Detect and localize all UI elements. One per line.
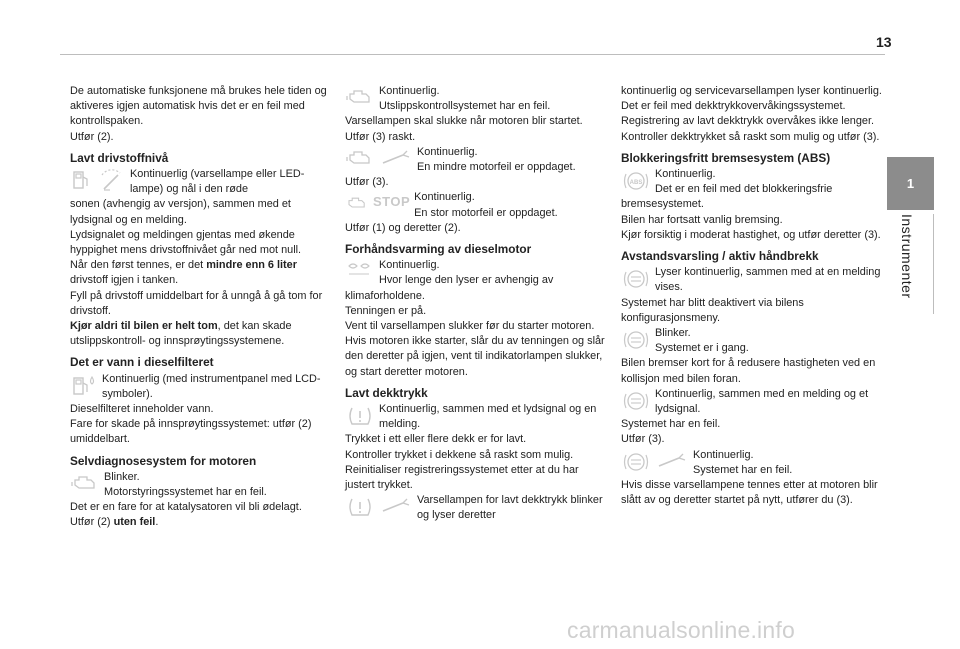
fuel-paragraph-5 bbox=[70, 319, 332, 349]
preheat-text-2: Hvor lenge den lyser er avhengig av bbox=[379, 274, 554, 287]
page-number: 13 bbox=[876, 34, 892, 50]
wrench-icon bbox=[655, 450, 689, 472]
tyre-paragraph-1: Trykket i ett eller flere dekk er for lavt. bbox=[345, 433, 527, 446]
diag-icon-text-2: Motorstyringssystemet har en feil. bbox=[104, 486, 267, 499]
abs-paragraph-1: bremsesystemet. bbox=[621, 198, 704, 211]
minor-text-1: Kontinuerlig. bbox=[417, 145, 478, 158]
fuel-paragraph-2: Lydsignalet og meldingen gjentas med økende hyppighet mens drivstoffnivået går ned mot null. bbox=[70, 228, 302, 257]
diag-paragraph-2 bbox=[70, 515, 332, 530]
column-2 bbox=[345, 84, 607, 524]
distance-text-4b: Systemet har en feil. bbox=[693, 463, 793, 476]
diag-p2-c: . bbox=[155, 516, 159, 529]
tyre-cont-paragraph-3: Kontroller dekktrykket så raskt som mulig og utfør (3). bbox=[621, 130, 880, 143]
tyre-paragraph-2: Kontroller trykket i dekkene så raskt som mulig. bbox=[345, 448, 574, 461]
tyre-heading: Lavt dekktrykk bbox=[345, 385, 428, 400]
distance-text-4 bbox=[693, 448, 883, 478]
fuel-pump-icon bbox=[70, 169, 92, 191]
intro-action: Utfør (2). bbox=[70, 130, 114, 143]
major-fault-text bbox=[414, 190, 607, 220]
diag-icon-text bbox=[104, 470, 332, 500]
chapter-tab[interactable]: 1 bbox=[887, 157, 934, 210]
tyre-cont-paragraph-2: Det er feil med dekktrykkovervåkingssystemet. Registrering av lavt dekktrykk overvåkes ikke lenger. bbox=[621, 100, 875, 128]
distance-row-2 bbox=[621, 326, 883, 356]
tyre-pressure-icon bbox=[345, 404, 375, 428]
engine-icon bbox=[70, 472, 100, 494]
distance-paragraph-1: Systemet har blitt deaktivert via bilens konfigurasjonsmeny. bbox=[621, 296, 804, 324]
abs-text bbox=[655, 167, 883, 197]
major-paragraph: Utfør (1) og deretter (2). bbox=[345, 221, 461, 234]
emission-warning-row bbox=[345, 84, 607, 114]
fuel-p3-bold: mindre enn 6 liter bbox=[206, 259, 297, 272]
fuel-paragraph-4: Fyll på drivstoff umiddelbart for å unngå å gå tom for drivstoff. bbox=[70, 289, 323, 317]
diag-warning-row bbox=[70, 470, 332, 500]
water-paragraph-1: Dieselfilteret inneholder vann. bbox=[70, 403, 214, 416]
stop-icon: STOP bbox=[373, 194, 411, 210]
water-paragraph-2: Fare for skade på innsprøytingssystemet: utfør (2) umiddelbart. bbox=[70, 418, 312, 446]
fuel-p3-a: Når den først tennes, er det bbox=[70, 259, 207, 272]
abs-text-2: Det er en feil med det blokkeringsfrie bbox=[655, 183, 833, 196]
preheat-heading: Forhåndsvarming av dieselmotor bbox=[345, 242, 532, 257]
chapter-rule bbox=[933, 214, 934, 314]
fuel-icon-text: Kontinuerlig (varsellampe eller LED-lampe) og nål i den røde bbox=[130, 168, 305, 196]
minor-fault-text bbox=[417, 145, 607, 175]
engine-icon bbox=[345, 192, 369, 214]
distance-text-1: Lyser kontinuerlig, sammen med at en melding vises. bbox=[655, 266, 881, 294]
distance-alert-icon bbox=[621, 328, 651, 352]
preheat-paragraph-2: Tenningen er på. bbox=[345, 304, 427, 317]
distance-row-1 bbox=[621, 265, 883, 295]
emission-text-1: Kontinuerlig. bbox=[379, 85, 440, 97]
diag-p2-bold: uten feil bbox=[113, 516, 156, 529]
minor-text-2: En mindre motorfeil er oppdaget. bbox=[417, 161, 576, 174]
minor-paragraph: Utfør (3). bbox=[345, 176, 389, 189]
distance-alert-icon bbox=[621, 267, 651, 291]
distance-paragraph-2: Bilen bremser kort for å redusere hastigheten ved en kollisjon med bilen foran. bbox=[621, 357, 876, 385]
abs-row bbox=[621, 167, 883, 197]
distance-text-3: Kontinuerlig, sammen med en melding og et lydsignal. bbox=[655, 387, 869, 416]
fuel-warning-row bbox=[70, 167, 332, 197]
diag-paragraph-1: Det er en fare for at katalysatoren vil bli ødelagt. bbox=[70, 501, 302, 514]
fuel-paragraph-1: sonen (avhengig av versjon), sammen med et lydsignal og en melding. bbox=[70, 198, 291, 226]
wrench-icon bbox=[379, 495, 413, 517]
distance-text-2 bbox=[655, 326, 883, 356]
preheat-text bbox=[379, 258, 607, 288]
fuel-p3-c: drivstoff igjen i tanken. bbox=[70, 274, 179, 287]
tyre-text: Kontinuerlig, sammen med et lydsignal og en melding. bbox=[379, 403, 597, 431]
tyre-text-2: Varsellampen for lavt dekktrykk blinker og lyser deretter bbox=[417, 494, 603, 522]
abs-icon bbox=[621, 169, 651, 193]
major-fault-row bbox=[345, 190, 607, 220]
diag-icon-text-1: Blinker. bbox=[104, 470, 140, 483]
emission-icon-text bbox=[379, 84, 607, 114]
abs-heading: Blokkeringsfritt bremsesystem (ABS) bbox=[621, 150, 831, 165]
fuel-gauge-needle-icon bbox=[96, 169, 126, 191]
column-3 bbox=[621, 84, 883, 508]
emission-text-2: Utslippskontrollsystemet har en feil. bbox=[379, 100, 551, 113]
distance-text-4a: Kontinuerlig. bbox=[693, 448, 754, 461]
abs-text-1: Kontinuerlig. bbox=[655, 168, 716, 181]
preheat-text-1: Kontinuerlig. bbox=[379, 259, 440, 272]
glow-plug-icon bbox=[345, 260, 375, 280]
abs-paragraph-3: Kjør forsiktig i moderat hastighet, og utfør deretter (3). bbox=[621, 228, 881, 241]
distance-text-2b: Systemet er i gang. bbox=[655, 342, 749, 355]
fuel-p5-b: , det kan skade utslippskontroll- og innsprøytingssystemene. bbox=[70, 320, 292, 348]
distance-paragraph-4: Utfør (3). bbox=[621, 433, 665, 446]
header-rule bbox=[60, 54, 885, 55]
preheat-paragraph-3: Vent til varsellampen slukker før du starter motoren. bbox=[345, 320, 595, 333]
emission-paragraph-2: Utfør (3) raskt. bbox=[345, 130, 416, 143]
distance-row-3 bbox=[621, 387, 883, 417]
intro-text: De automatiske funksjonene må brukes hele tiden og aktiveres igjen automatisk hvis det er en feil med kontrollspaken. bbox=[70, 85, 327, 128]
preheat-paragraph-4: Hvis motoren ikke starter, slår du av tenningen og slår den deretter på igjen, vent til indikatorlampen slukker, og start deretter motoren. bbox=[345, 335, 605, 378]
distance-alert-icon bbox=[621, 389, 651, 413]
column-1 bbox=[70, 84, 332, 531]
diag-p2-a: Utfør (2) bbox=[70, 516, 114, 529]
wrench-icon bbox=[379, 147, 413, 169]
distance-text-2a: Blinker. bbox=[655, 327, 691, 340]
engine-icon bbox=[345, 147, 375, 169]
chapter-label bbox=[891, 214, 931, 324]
tyre-paragraph-3: Reinitialiser registreringssystemet etter at du har justert trykket. bbox=[345, 463, 579, 492]
tyre-cont-paragraph-1: kontinuerlig og servicevarsellampen lyser kontinuerlig. bbox=[621, 85, 882, 97]
distance-row-4 bbox=[621, 448, 883, 478]
minor-fault-row bbox=[345, 145, 607, 175]
major-text-1: Kontinuerlig. bbox=[414, 191, 475, 204]
water-warning-row bbox=[70, 372, 332, 402]
tyre-row bbox=[345, 402, 607, 432]
distance-heading: Avstandsvarsling / aktiv håndbrekk bbox=[621, 249, 819, 264]
distance-paragraph-5: Hvis disse varsellampene tennes etter at motoren blir slått av og deretter startet på nytt, utfører du (3). bbox=[621, 479, 878, 507]
diag-heading: Selvdiagnosesystem for motoren bbox=[70, 453, 257, 468]
major-text-2: En stor motorfeil er oppdaget. bbox=[414, 206, 558, 219]
svg-text:ABS: ABS bbox=[629, 180, 643, 187]
fuel-paragraph-3 bbox=[70, 258, 332, 288]
tyre-row-2 bbox=[345, 493, 607, 523]
preheat-paragraph-1: klimaforholdene. bbox=[345, 289, 425, 302]
chapter-label-text: Instrumenter bbox=[899, 214, 915, 299]
water-in-diesel-icon bbox=[70, 374, 98, 398]
distance-alert-icon bbox=[621, 450, 651, 474]
preheat-row bbox=[345, 258, 607, 288]
emission-paragraph-1: Varsellampen skal slukke når motoren blir startet. bbox=[345, 115, 583, 128]
fuel-p5-bold: Kjør aldri til bilen er helt tom bbox=[70, 320, 218, 333]
tyre-pressure-icon bbox=[345, 495, 375, 519]
water-heading: Det er vann i dieselfilteret bbox=[70, 355, 214, 370]
engine-icon bbox=[345, 86, 375, 108]
distance-paragraph-3: Systemet har en feil. bbox=[621, 418, 721, 431]
fuel-heading: Lavt drivstoffnivå bbox=[70, 150, 169, 165]
water-icon-text: Kontinuerlig (med instrumentpanel med LCD-symboler). bbox=[102, 372, 321, 400]
watermark: carmanualsonline.info bbox=[567, 617, 795, 643]
abs-paragraph-2: Bilen har fortsatt vanlig bremsing. bbox=[621, 213, 783, 226]
